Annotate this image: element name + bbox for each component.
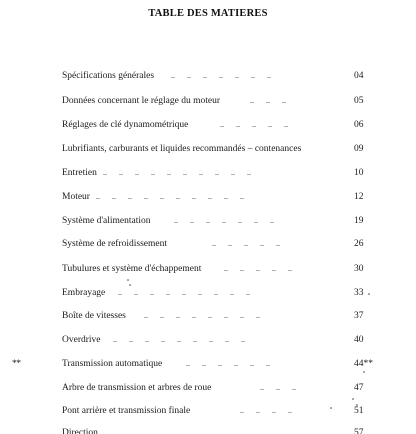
entry-label: Entretien — [62, 168, 97, 178]
toc-entry — [0, 262, 416, 276]
leader-dots: .. .. .. .. .. — [220, 120, 288, 129]
toc-entry — [0, 214, 416, 228]
entry-label: Overdrive — [62, 335, 101, 345]
entry-label: Pont arrière et transmission finale — [62, 406, 191, 416]
entry-label: Données concernant le réglage du moteur — [62, 96, 221, 106]
leader-dots: .. .. .. .. .. .. .. .. — [144, 311, 260, 320]
entry-label: Spécifications générales — [62, 71, 155, 81]
leader-dots: .. .. .. .. .. — [224, 264, 292, 273]
entry-label: Arbre de transmission et arbres de roue — [62, 383, 212, 393]
entry-marker: ** — [12, 359, 21, 369]
entry-label: Moteur — [62, 192, 90, 202]
leader-dots: .. .. .. .. .. .. .. .. .. — [118, 288, 250, 297]
entry-page-number: 40 — [354, 335, 364, 345]
entry-label: Boîte de vitesses — [62, 311, 126, 321]
scan-speck — [352, 398, 354, 400]
entry-page-number: 12 — [354, 192, 364, 202]
toc-entry — [0, 69, 416, 83]
scan-speck — [127, 279, 129, 281]
page-title: TABLE DES MATIERES — [148, 8, 268, 19]
entry-page-number: 19 — [354, 216, 364, 226]
toc-entry — [0, 404, 416, 418]
toc-entry — [0, 309, 416, 323]
leader-dots: .. .. .. .. .. .. .. .. .. — [113, 335, 245, 344]
entry-page-number: 33 — [354, 288, 364, 298]
scan-speck — [363, 371, 365, 373]
entry-label: Lubrifiants, carburants et liquides recommandés – contenances — [62, 144, 302, 154]
entry-page-number: 37 — [354, 311, 364, 321]
scan-speck — [368, 293, 370, 295]
toc-entry — [0, 94, 416, 108]
scan-speck — [129, 284, 131, 286]
entry-label: Embrayage — [62, 288, 106, 298]
scan-speck — [330, 407, 332, 409]
leader-dots: .. .. .. .. .. — [212, 239, 280, 248]
entry-page-number: 57 — [354, 428, 364, 434]
toc-entry — [0, 426, 416, 434]
leader-dots: .. .. .. — [250, 96, 286, 105]
entry-page-number: 51 — [354, 406, 364, 416]
toc-entry — [0, 286, 416, 300]
toc-entry — [0, 166, 416, 180]
toc-entry — [0, 190, 416, 204]
entry-page-number: 47 — [354, 383, 364, 393]
scan-speck — [356, 404, 358, 406]
toc-entry — [0, 357, 416, 371]
entry-label: Réglages de clé dynamométrique — [62, 120, 189, 130]
leader-dots: .. .. .. .. .. .. .. — [171, 71, 271, 80]
toc-entry — [0, 333, 416, 347]
entry-label: Système d'alimentation — [62, 216, 151, 226]
entry-page-number: 44** — [354, 359, 373, 369]
leader-dots: .. .. .. .. .. .. — [186, 359, 270, 368]
entry-page-number: 05 — [354, 96, 364, 106]
leader-dots: .. .. .. .. .. .. .. .. .. .. — [103, 168, 251, 177]
entry-page-number: 30 — [354, 264, 364, 274]
leader-dots: .. .. .. .. .. .. .. .. .. .. — [96, 192, 244, 201]
entry-page-number: 09 — [354, 144, 364, 154]
entry-label: Transmission automatique — [62, 359, 163, 369]
entry-page-number: 26 — [354, 239, 364, 249]
entry-label: Système de refroidissement — [62, 239, 168, 249]
toc-entry — [0, 237, 416, 251]
toc-entry — [0, 381, 416, 395]
entry-page-number: 06 — [354, 120, 364, 130]
entry-page-number: 10 — [354, 168, 364, 178]
entry-page-number: 04 — [354, 71, 364, 81]
leader-dots: .. .. .. .. .. .. .. — [174, 216, 274, 225]
leader-dots: .. .. .. — [260, 383, 296, 392]
toc-entry — [0, 118, 416, 132]
leader-dots: .. .. .. .. — [240, 406, 292, 415]
entry-label: Tubulures et système d'échappement — [62, 264, 202, 274]
toc-entry — [0, 142, 416, 156]
entry-label: Direction — [62, 428, 98, 434]
